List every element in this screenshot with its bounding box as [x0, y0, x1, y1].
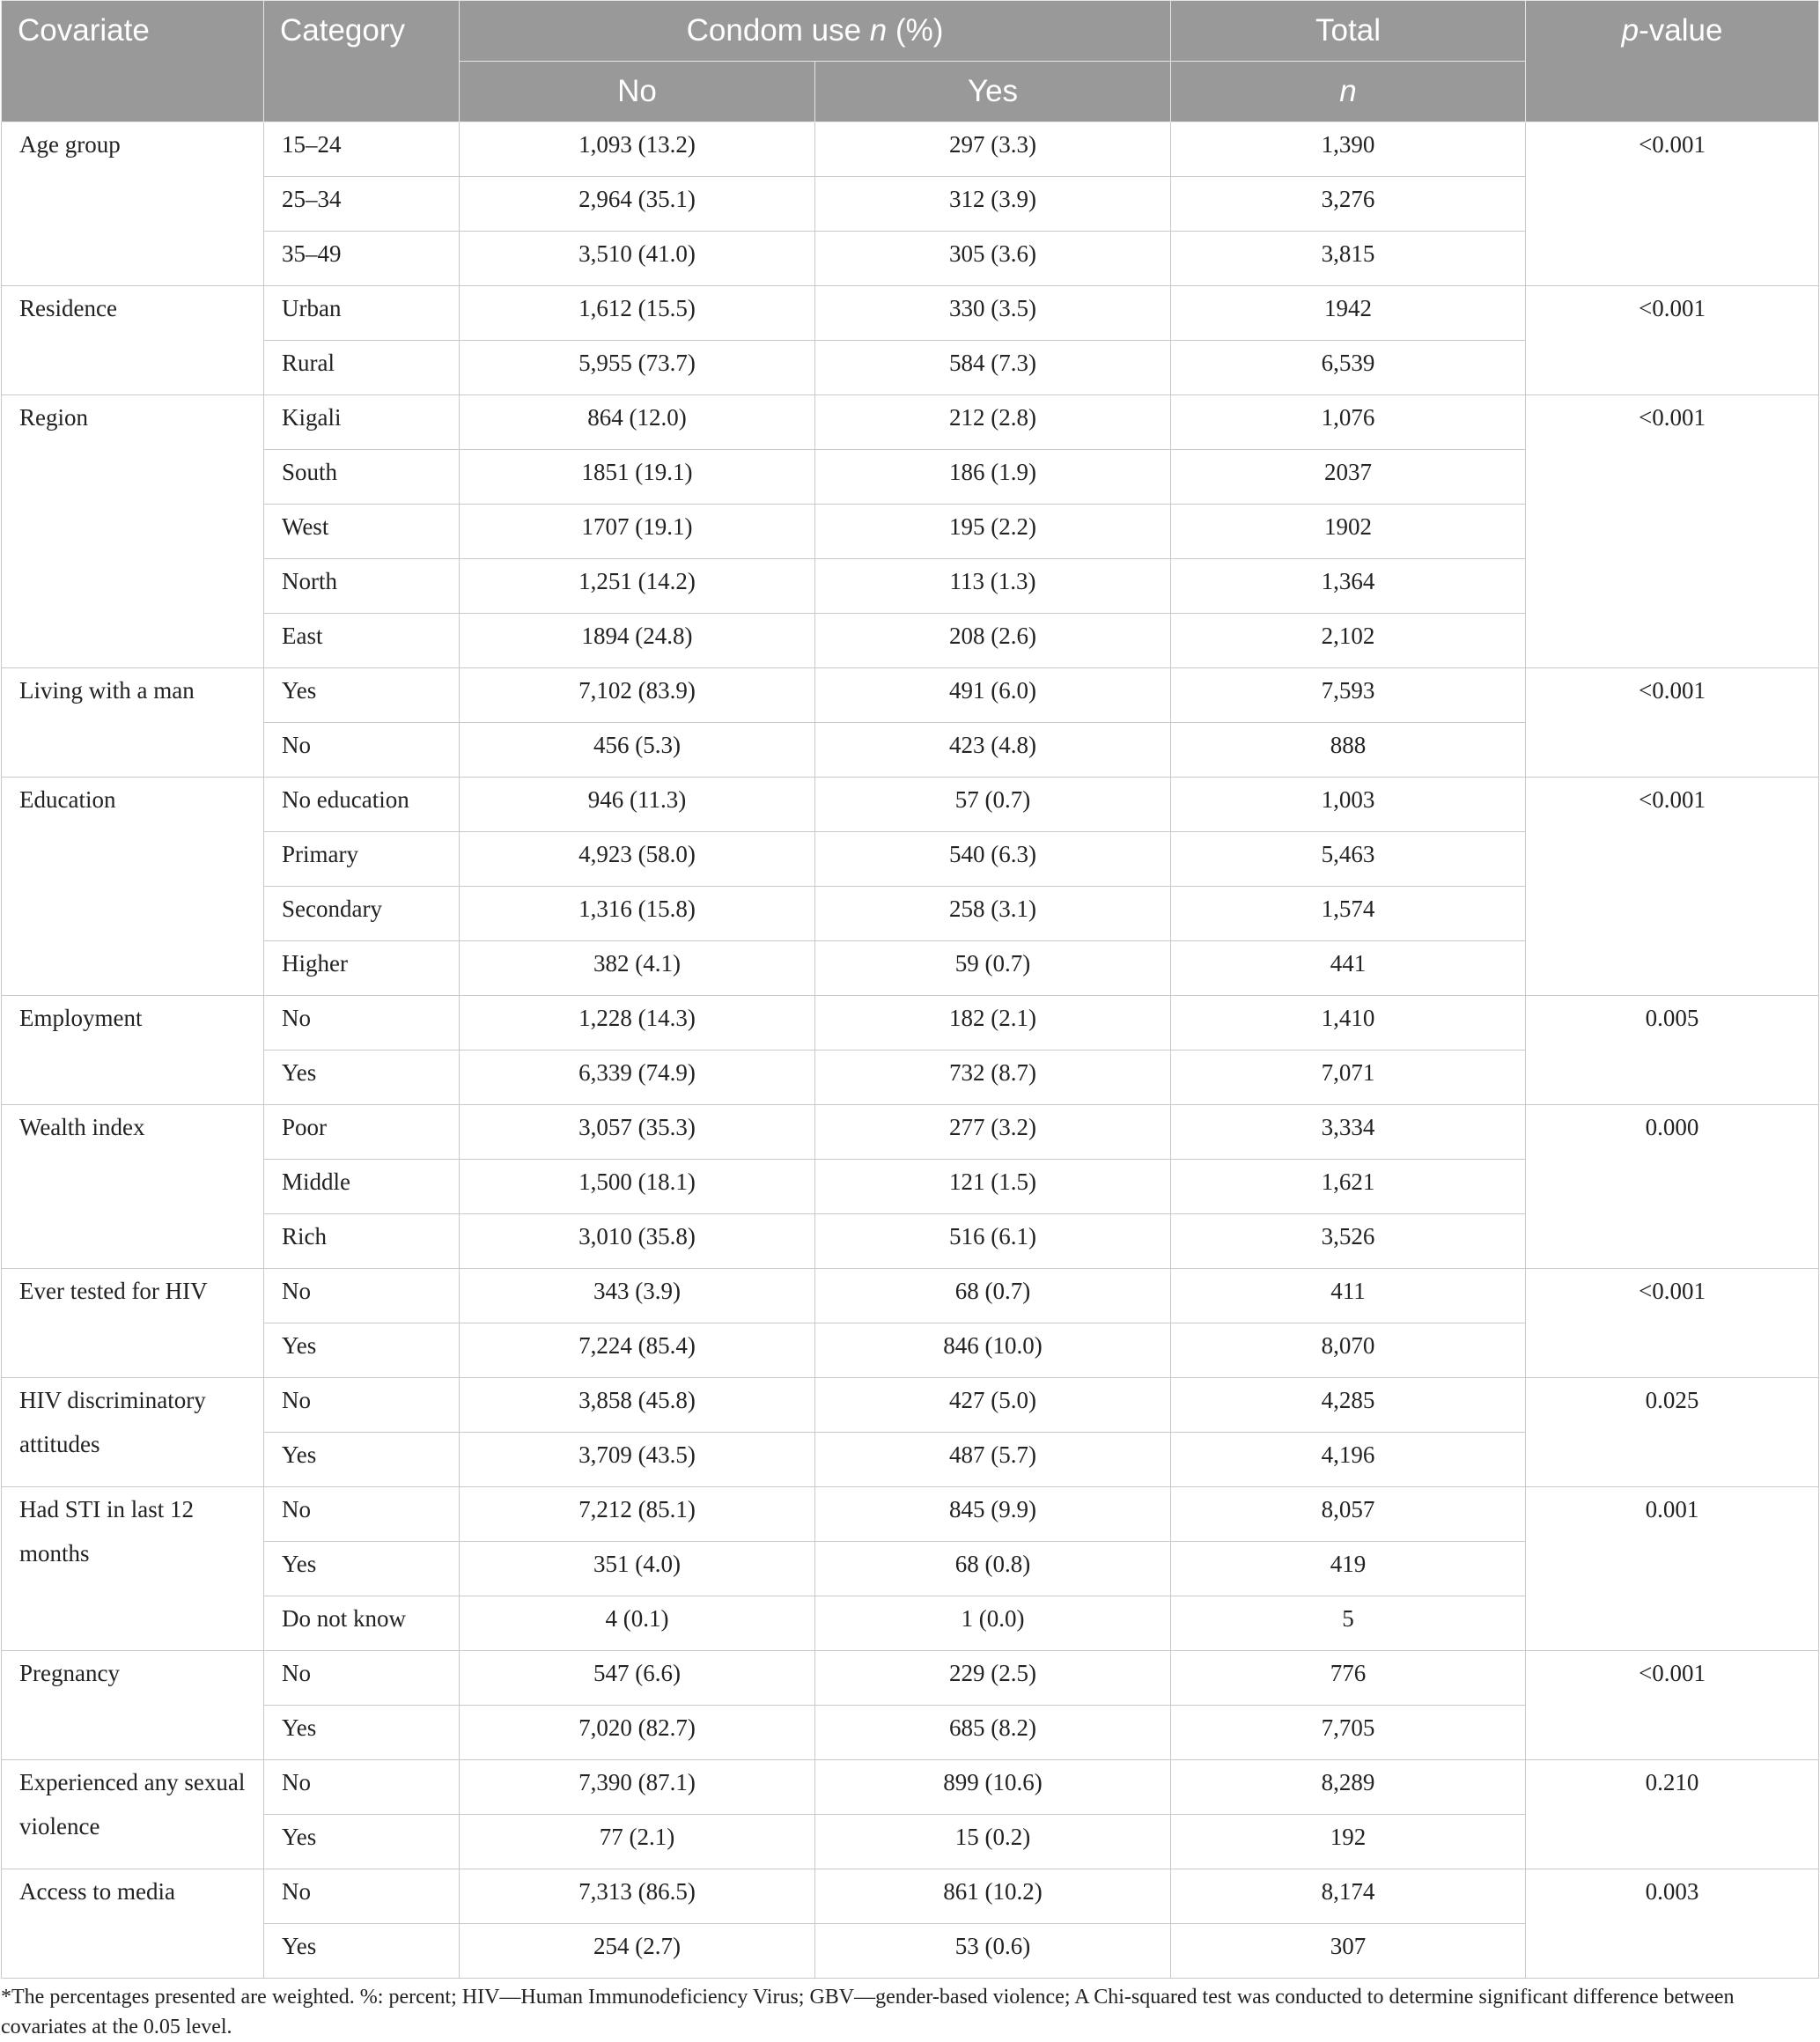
condom-yes-cell: 229 (2.5)	[815, 1651, 1171, 1706]
category-cell: South	[264, 450, 460, 505]
total-cell: 1,364	[1171, 559, 1526, 614]
category-cell: No	[264, 723, 460, 778]
condom-yes-cell: 423 (4.8)	[815, 723, 1171, 778]
condom-no-cell: 3,057 (35.3)	[460, 1105, 815, 1160]
condom-no-cell: 7,390 (87.1)	[460, 1760, 815, 1815]
total-cell: 7,071	[1171, 1050, 1526, 1105]
condom-yes-cell: 861 (10.2)	[815, 1869, 1171, 1924]
category-cell: Yes	[264, 1323, 460, 1378]
total-cell: 1,621	[1171, 1160, 1526, 1214]
condom-no-cell: 864 (12.0)	[460, 395, 815, 450]
category-cell: Yes	[264, 1050, 460, 1105]
condom-no-cell: 7,020 (82.7)	[460, 1706, 815, 1760]
category-cell: Kigali	[264, 395, 460, 450]
covariate-cell: Experienced any sexual violence	[2, 1760, 264, 1869]
total-cell: 2037	[1171, 450, 1526, 505]
condom-no-cell: 1,228 (14.3)	[460, 996, 815, 1050]
header-category: Category	[264, 1, 460, 122]
condom-yes-cell: 846 (10.0)	[815, 1323, 1171, 1378]
condom-yes-cell: 57 (0.7)	[815, 778, 1171, 832]
pvalue-cell: 0.000	[1526, 1105, 1819, 1269]
category-cell: Poor	[264, 1105, 460, 1160]
total-cell: 8,289	[1171, 1760, 1526, 1815]
category-cell: Yes	[264, 1542, 460, 1596]
condom-no-cell: 7,102 (83.9)	[460, 668, 815, 723]
category-cell: Secondary	[264, 887, 460, 941]
pvalue-cell: <0.001	[1526, 778, 1819, 996]
header-no: No	[460, 62, 815, 122]
table-row	[2, 1378, 1819, 1433]
condom-no-cell: 6,339 (74.9)	[460, 1050, 815, 1105]
category-cell: North	[264, 559, 460, 614]
total-cell: 2,102	[1171, 614, 1526, 668]
pvalue-cell: <0.001	[1526, 668, 1819, 778]
category-cell: No	[264, 1760, 460, 1815]
total-cell: 888	[1171, 723, 1526, 778]
condom-yes-cell: 312 (3.9)	[815, 177, 1171, 232]
category-cell: No education	[264, 778, 460, 832]
category-cell: Rich	[264, 1214, 460, 1269]
total-cell: 419	[1171, 1542, 1526, 1596]
category-cell: No	[264, 1378, 460, 1433]
total-cell: 7,705	[1171, 1706, 1526, 1760]
covariate-cell: Age group	[2, 122, 264, 286]
category-cell: Yes	[264, 1706, 460, 1760]
table-footnote: *The percentages presented are weighted. %: percent; HIV—Human Immunodeficiency Virus; GBV—gender-based violence; A Chi-squared test was conducted to determine significant difference between covariates at the 0.05 level.	[1, 1986, 1735, 2038]
condom-yes-cell: 59 (0.7)	[815, 941, 1171, 996]
category-cell: Yes	[264, 1433, 460, 1487]
condom-yes-cell: 685 (8.2)	[815, 1706, 1171, 1760]
covariate-cell: HIV discriminatory attitudes	[2, 1378, 264, 1487]
condom-no-cell: 4,923 (58.0)	[460, 832, 815, 887]
condom-no-cell: 254 (2.7)	[460, 1924, 815, 1979]
covariate-cell: Residence	[2, 286, 264, 395]
pvalue-cell: 0.025	[1526, 1378, 1819, 1487]
condom-no-cell: 7,224 (85.4)	[460, 1323, 815, 1378]
table-row	[2, 1651, 1819, 1706]
condom-yes-cell: 53 (0.6)	[815, 1924, 1171, 1979]
covariate-cell: Pregnancy	[2, 1651, 264, 1760]
header-pvalue	[1526, 1, 1819, 122]
condom-yes-cell: 212 (2.8)	[815, 395, 1171, 450]
condom-no-cell: 3,510 (41.0)	[460, 232, 815, 286]
condom-no-cell: 382 (4.1)	[460, 941, 815, 996]
condom-yes-cell: 186 (1.9)	[815, 450, 1171, 505]
header-condom-use-suffix: (%)	[887, 13, 944, 48]
total-cell: 411	[1171, 1269, 1526, 1323]
header-covariate: Covariate	[2, 1, 264, 122]
table-row	[2, 778, 1819, 832]
category-cell: Yes	[264, 1815, 460, 1869]
table-row	[2, 1105, 1819, 1160]
category-cell: Rural	[264, 341, 460, 395]
condom-yes-cell: 113 (1.3)	[815, 559, 1171, 614]
covariate-cell: Access to media	[2, 1869, 264, 1979]
header-condom-use-prefix: Condom use	[686, 13, 870, 48]
total-cell: 1,574	[1171, 887, 1526, 941]
table-header	[2, 1, 1819, 122]
table-row	[2, 122, 1819, 177]
category-cell: Do not know	[264, 1596, 460, 1651]
condom-no-cell: 4 (0.1)	[460, 1596, 815, 1651]
total-cell: 3,276	[1171, 177, 1526, 232]
pvalue-cell: 0.003	[1526, 1869, 1819, 1979]
total-cell: 1,076	[1171, 395, 1526, 450]
condom-no-cell: 343 (3.9)	[460, 1269, 815, 1323]
condom-yes-cell: 540 (6.3)	[815, 832, 1171, 887]
category-cell: No	[264, 1487, 460, 1542]
header-pvalue-p: p	[1621, 13, 1639, 48]
total-cell: 3,334	[1171, 1105, 1526, 1160]
total-cell: 4,196	[1171, 1433, 1526, 1487]
covariate-cell: Wealth index	[2, 1105, 264, 1269]
covariate-cell: Living with a man	[2, 668, 264, 778]
pvalue-cell: <0.001	[1526, 1651, 1819, 1760]
table-row	[2, 1760, 1819, 1815]
condom-no-cell: 1,500 (18.1)	[460, 1160, 815, 1214]
total-cell: 6,539	[1171, 341, 1526, 395]
pvalue-cell: 0.001	[1526, 1487, 1819, 1651]
table-row	[2, 395, 1819, 450]
category-cell: No	[264, 1269, 460, 1323]
header-total: Total	[1171, 1, 1526, 62]
condom-no-cell: 77 (2.1)	[460, 1815, 815, 1869]
pvalue-cell: 0.210	[1526, 1760, 1819, 1869]
condom-yes-cell: 899 (10.6)	[815, 1760, 1171, 1815]
category-cell: 35–49	[264, 232, 460, 286]
condom-no-cell: 1,251 (14.2)	[460, 559, 815, 614]
category-cell: West	[264, 505, 460, 559]
condom-no-cell: 3,709 (43.5)	[460, 1433, 815, 1487]
condom-yes-cell: 1 (0.0)	[815, 1596, 1171, 1651]
table-row	[2, 668, 1819, 723]
condom-no-cell: 1894 (24.8)	[460, 614, 815, 668]
category-cell: Urban	[264, 286, 460, 341]
condom-no-cell: 1,093 (13.2)	[460, 122, 815, 177]
condom-yes-cell: 487 (5.7)	[815, 1433, 1171, 1487]
covariate-cell: Employment	[2, 996, 264, 1105]
covariate-cell: Region	[2, 395, 264, 668]
condom-no-cell: 1851 (19.1)	[460, 450, 815, 505]
header-n: n	[1171, 62, 1526, 122]
condom-yes-cell: 491 (6.0)	[815, 668, 1171, 723]
covariates-table	[1, 0, 1819, 1979]
condom-yes-cell: 277 (3.2)	[815, 1105, 1171, 1160]
category-cell: No	[264, 996, 460, 1050]
condom-no-cell: 946 (11.3)	[460, 778, 815, 832]
condom-no-cell: 3,010 (35.8)	[460, 1214, 815, 1269]
category-cell: 15–24	[264, 122, 460, 177]
total-cell: 8,057	[1171, 1487, 1526, 1542]
pvalue-cell: <0.001	[1526, 122, 1819, 286]
condom-yes-cell: 732 (8.7)	[815, 1050, 1171, 1105]
condom-no-cell: 3,858 (45.8)	[460, 1378, 815, 1433]
covariate-cell: Ever tested for HIV	[2, 1269, 264, 1378]
category-cell: Yes	[264, 668, 460, 723]
total-cell: 1902	[1171, 505, 1526, 559]
category-cell: East	[264, 614, 460, 668]
condom-yes-cell: 121 (1.5)	[815, 1160, 1171, 1214]
total-cell: 3,526	[1171, 1214, 1526, 1269]
total-cell: 4,285	[1171, 1378, 1526, 1433]
table-row	[2, 286, 1819, 341]
condom-yes-cell: 68 (0.8)	[815, 1542, 1171, 1596]
total-cell: 8,174	[1171, 1869, 1526, 1924]
condom-yes-cell: 68 (0.7)	[815, 1269, 1171, 1323]
category-cell: Yes	[264, 1924, 460, 1979]
category-cell: Higher	[264, 941, 460, 996]
condom-yes-cell: 330 (3.5)	[815, 286, 1171, 341]
condom-no-cell: 7,313 (86.5)	[460, 1869, 815, 1924]
condom-yes-cell: 516 (6.1)	[815, 1214, 1171, 1269]
total-cell: 1,410	[1171, 996, 1526, 1050]
condom-no-cell: 1707 (19.1)	[460, 505, 815, 559]
pvalue-cell: <0.001	[1526, 286, 1819, 395]
condom-no-cell: 456 (5.3)	[460, 723, 815, 778]
total-cell: 3,815	[1171, 232, 1526, 286]
category-cell: No	[264, 1869, 460, 1924]
category-cell: No	[264, 1651, 460, 1706]
condom-no-cell: 7,212 (85.1)	[460, 1487, 815, 1542]
pvalue-cell: 0.005	[1526, 996, 1819, 1105]
condom-yes-cell: 297 (3.3)	[815, 122, 1171, 177]
header-condom-use	[460, 1, 1171, 62]
table-row	[2, 996, 1819, 1050]
category-cell: 25–34	[264, 177, 460, 232]
pvalue-cell: <0.001	[1526, 395, 1819, 668]
condom-no-cell: 547 (6.6)	[460, 1651, 815, 1706]
condom-no-cell: 1,612 (15.5)	[460, 286, 815, 341]
category-cell: Middle	[264, 1160, 460, 1214]
pvalue-cell: <0.001	[1526, 1269, 1819, 1378]
total-cell: 1,003	[1171, 778, 1526, 832]
total-cell: 5	[1171, 1596, 1526, 1651]
condom-yes-cell: 208 (2.6)	[815, 614, 1171, 668]
table-row	[2, 1487, 1819, 1542]
total-cell: 7,593	[1171, 668, 1526, 723]
condom-yes-cell: 845 (9.9)	[815, 1487, 1171, 1542]
header-pvalue-rest: -value	[1639, 13, 1723, 48]
condom-yes-cell: 258 (3.1)	[815, 887, 1171, 941]
total-cell: 192	[1171, 1815, 1526, 1869]
total-cell: 1942	[1171, 286, 1526, 341]
table-row	[2, 1869, 1819, 1924]
total-cell: 441	[1171, 941, 1526, 996]
total-cell: 776	[1171, 1651, 1526, 1706]
category-cell: Primary	[264, 832, 460, 887]
table-body	[2, 122, 1819, 1979]
condom-no-cell: 2,964 (35.1)	[460, 177, 815, 232]
total-cell: 5,463	[1171, 832, 1526, 887]
condom-yes-cell: 305 (3.6)	[815, 232, 1171, 286]
header-condom-use-n: n	[869, 13, 888, 48]
header-yes: Yes	[815, 62, 1171, 122]
condom-yes-cell: 195 (2.2)	[815, 505, 1171, 559]
condom-yes-cell: 15 (0.2)	[815, 1815, 1171, 1869]
condom-yes-cell: 182 (2.1)	[815, 996, 1171, 1050]
covariate-cell: Education	[2, 778, 264, 996]
condom-no-cell: 351 (4.0)	[460, 1542, 815, 1596]
condom-no-cell: 5,955 (73.7)	[460, 341, 815, 395]
table-row	[2, 1269, 1819, 1323]
total-cell: 307	[1171, 1924, 1526, 1979]
total-cell: 8,070	[1171, 1323, 1526, 1378]
condom-yes-cell: 427 (5.0)	[815, 1378, 1171, 1433]
condom-yes-cell: 584 (7.3)	[815, 341, 1171, 395]
total-cell: 1,390	[1171, 122, 1526, 177]
covariate-cell: Had STI in last 12 months	[2, 1487, 264, 1651]
condom-no-cell: 1,316 (15.8)	[460, 887, 815, 941]
